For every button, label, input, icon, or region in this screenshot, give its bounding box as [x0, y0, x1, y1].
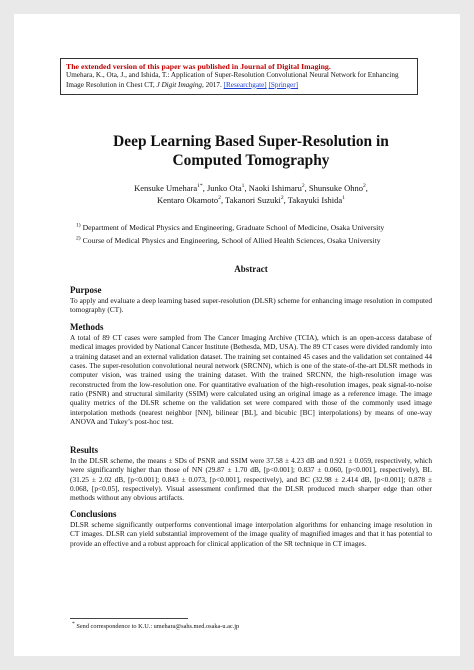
- author: Shunsuke Ohno$^2$: [308, 183, 366, 193]
- section-results: [70, 445, 432, 503]
- author: Kentaro Okamoto$^2$: [157, 195, 221, 205]
- author-line1: Kensuke Umehara$^{1*}$, Junko Ota$^1$, Naoki Ishimaru$^2$, Shunsuke Ohno$^2$,: [134, 183, 368, 193]
- abstract-heading: Abstract: [234, 264, 268, 274]
- affiliation-text: Department of Medical Physics and Engineering, Graduate School of Medicine, Osaka University: [80, 223, 385, 232]
- author: Kensuke Umehara$^{1*}$: [134, 183, 203, 193]
- affiliation-text: Course of Medical Physics and Engineering, School of Allied Health Sciences, Osaka University: [80, 236, 381, 245]
- section-body: To apply and evaluate a deep learning based super-resolution (DLSR) scheme for enhancing image resolution in computed tomography (CT).: [70, 296, 432, 315]
- correspondence-footnote: [72, 620, 432, 631]
- footnote-text: Send correspondence to K.U.: umehara@sahs.med.osaka-u.ac.jp: [74, 623, 240, 630]
- section-heading: Purpose: [70, 285, 102, 295]
- affiliation-1: [76, 223, 456, 233]
- author-list: [54, 182, 448, 206]
- footnote-mark: *: [72, 620, 75, 627]
- notice-citation-prefix: Image Resolution in Chest CT,: [66, 80, 157, 89]
- author-line2: Kentaro Okamoto$^2$, Takanori Suzuki$^2$, Takayuki Ishida$^1$: [157, 195, 345, 205]
- paper-title-line2: Computed Tomography: [172, 152, 330, 169]
- section-body: In the DLSR scheme, the means ± SDs of PSNR and SSIM were 37.58 ± 4.23 dB and 0.921 ± 0.059, respectively, which were significantly higher than those of NN (29.87 ± 1.70 dB, [p<0.001]; 0.837 ± 0.060, [p<0.001], respectively), BL (31.25 ± 2.02 dB, [p<0.001]; 0.843 ± 0.073, [p<0.001], respectively), and BC (32.98 ± 2.414 dB, [p<0.001]; 0.878 ± 0.068, [p<0.05], respectively). Visual assessment confirmed that the DLSR produced much sharper edge than other methods without any obvious artifacts.: [70, 456, 432, 503]
- author: Junko Ota$^1$: [206, 183, 245, 193]
- footnote-divider: [70, 618, 188, 619]
- section-heading: Methods: [70, 322, 104, 332]
- notice-citation-line2: [66, 81, 412, 90]
- author: Takayuki Ishida$^1$: [287, 195, 345, 205]
- author: Takanori Suzuki$^2$: [225, 195, 284, 205]
- section-purpose: [70, 285, 432, 315]
- section-heading: Conclusions: [70, 509, 117, 519]
- affiliation-number: 2): [76, 235, 81, 242]
- section-body: A total of 89 CT cases were sampled from The Cancer Imaging Archive (TCIA), which is an open-access database of medical images provided by National Cancer Institute (Bethesda, MD, USA). The 89 CT cases were divided randomly into a training dataset and an external validation dataset. The training set contained 45 cases and the validation set contained 44 cases. The super-resolution convolutional neural network (SRCNN), which is one of the state-of-the-art DLSR methods in computer vision, was trained using the training dataset. With the trained SRCNN, the high-resolution image was reconstructed from the low-resolution one. For quantitative evaluation of the high-resolution images, peak signal-to-noise ratio (PSNR) and structural similarity (SSIM) were calculated using an original image as a reference image. The image quality metrics of the DLSR scheme on the validation set were compared with those of the commonly used image interpolation methods (nearest neighbor [NN], bilinear [BL], and bicubic [BC] interpolations) by means of one-way ANOVA and Tukey’s post-hoc test.: [70, 333, 432, 427]
- notice-citation-line1: Umehara, K., Ota, J., and Ishida, T.: Application of Super-Resolution Convolutional Neural Network for Enhancing: [66, 71, 399, 80]
- springer-link[interactable]: [Springer]: [268, 80, 299, 89]
- section-heading: Results: [70, 445, 99, 455]
- paper-page: [14, 14, 460, 656]
- affiliation-number: 1): [76, 222, 81, 229]
- section-body: DLSR scheme significantly outperforms conventional image interpolation algorithms for enhancing image resolution in CT images. DLSR can yield substantial improvement of the image quality of magnified images and that it has potential to provide an effective and a robust approach for clinical application of the SR technique in CT images.: [70, 520, 432, 548]
- notice-journal-name: J Digit Imaging: [156, 80, 203, 89]
- author: Naoki Ishimaru$^2$: [248, 183, 305, 193]
- notice-citation-suffix: , 2017.: [202, 80, 224, 89]
- section-methods: [70, 322, 432, 426]
- paper-title: [54, 132, 448, 170]
- section-conclusions: [70, 509, 432, 548]
- researchgate-link[interactable]: [Researchgate]: [223, 80, 267, 89]
- publication-notice-box: [60, 58, 418, 95]
- affiliation-2: [76, 236, 456, 246]
- paper-title-line1: Deep Learning Based Super-Resolution in: [113, 133, 389, 150]
- notice-title: The extended version of this paper was published in Journal of Digital Imaging.: [66, 62, 331, 71]
